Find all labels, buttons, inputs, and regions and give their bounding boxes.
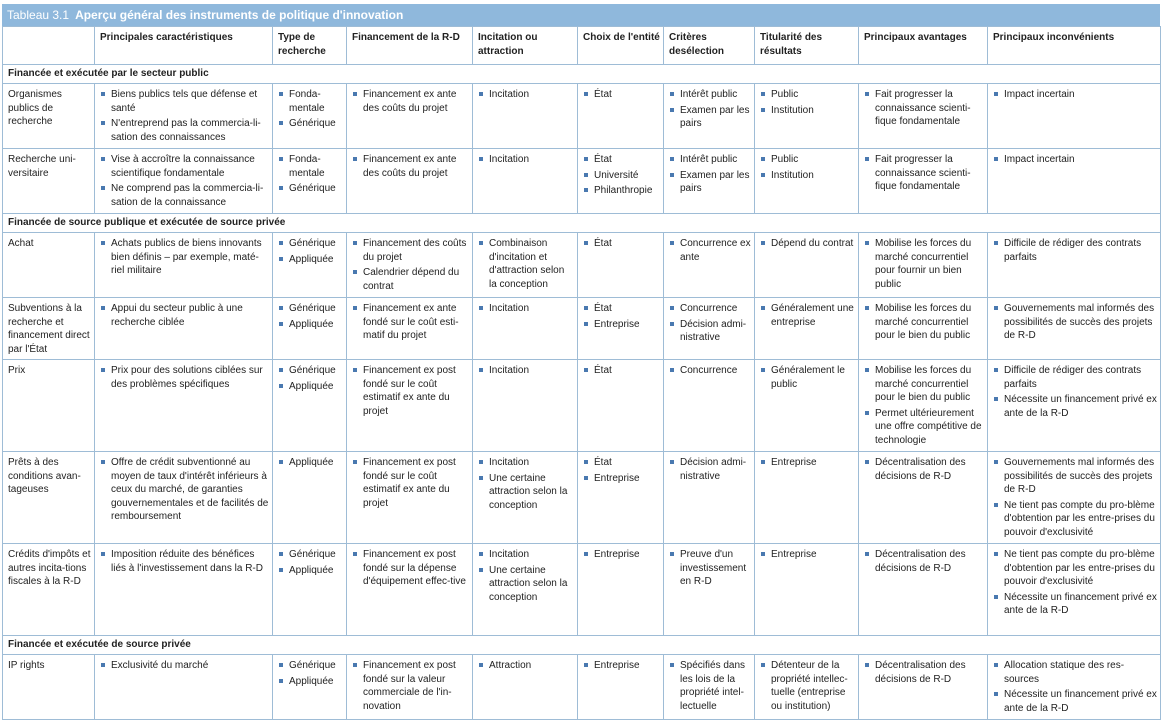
bullet-item: Achats publics de biens innovants bien définis – par exemple, maté-riel militaire xyxy=(100,237,269,278)
table-cell xyxy=(347,298,473,360)
bullet-item: Public xyxy=(760,153,855,167)
bullet-item: État xyxy=(583,153,660,167)
table-cell xyxy=(578,233,664,298)
bullet-item: Générique xyxy=(278,302,343,316)
bullet-item: Nécessite un financement privé ex ante de la R-D xyxy=(993,591,1157,618)
bullet-item: Mobilise les forces du marché concurrentiel pour fournir un bien public xyxy=(864,237,984,291)
bullet-list xyxy=(993,88,1157,102)
bullet-list xyxy=(352,364,469,418)
innovation-policy-table-figure xyxy=(2,4,1160,720)
table-cell xyxy=(664,84,755,149)
bullet-item: Entreprise xyxy=(583,548,660,562)
table-cell xyxy=(988,544,1161,636)
column-header: Principales caractéristiques xyxy=(95,27,273,65)
table-cell xyxy=(988,84,1161,149)
instrument-name: Crédits d'impôts et autres incita-tions fiscales à la R-D xyxy=(3,544,95,636)
bullet-list xyxy=(760,456,855,470)
bullet-item: Fonda-mentale xyxy=(278,88,343,115)
section-header-row xyxy=(3,214,1161,233)
bullet-item: Incitation xyxy=(478,302,574,316)
table-cell xyxy=(664,452,755,544)
bullet-item: Appliquée xyxy=(278,564,343,578)
bullet-item: Fonda-mentale xyxy=(278,153,343,180)
bullet-item: Ne comprend pas la commercia-li-sation de la connaissance xyxy=(100,182,269,209)
table-cell xyxy=(473,360,578,452)
bullet-item: État xyxy=(583,364,660,378)
bullet-item: Incitation xyxy=(478,364,574,378)
bullet-list xyxy=(760,364,855,391)
bullet-item: Nécessite un financement privé ex ante de la R-D xyxy=(993,393,1157,420)
bullet-list xyxy=(100,153,269,209)
bullet-item: Générique xyxy=(278,237,343,251)
table-cell xyxy=(988,452,1161,544)
bullet-item: Appliquée xyxy=(278,456,343,470)
table-cell xyxy=(988,298,1161,360)
bullet-list xyxy=(864,456,984,483)
bullet-item: Financement ex ante des coûts du projet xyxy=(352,153,469,180)
table-cell xyxy=(578,360,664,452)
bullet-item: Difficile de rédiger des contrats parfaits xyxy=(993,364,1157,391)
bullet-list xyxy=(100,659,269,673)
bullet-item: Financement ex post fondé sur le coût estimatif ex ante du projet xyxy=(352,364,469,418)
table-cell xyxy=(473,84,578,149)
bullet-list xyxy=(478,548,574,604)
bullet-item: Ne tient pas compte du pro-blème d'obtention par les entre-prises du pouvoir d'exclusivité xyxy=(993,499,1157,540)
bullet-item: Décision admi-nistrative xyxy=(669,456,751,483)
section-title: Financée de source publique et exécutée de source privée xyxy=(3,214,1161,233)
bullet-item: Financement ex post fondé sur la valeur commerciale de l'in-novation xyxy=(352,659,469,713)
bullet-list xyxy=(352,456,469,510)
column-header: Titularité des résultats xyxy=(755,27,859,65)
bullet-item: Entreprise xyxy=(583,318,660,332)
bullet-list xyxy=(583,153,660,198)
bullet-list xyxy=(352,153,469,180)
bullet-item: Institution xyxy=(760,104,855,118)
bullet-item: Difficile de rédiger des contrats parfaits xyxy=(993,237,1157,264)
table-row xyxy=(3,452,1161,544)
bullet-item: Incitation xyxy=(478,456,574,470)
table-row xyxy=(3,544,1161,636)
bullet-list xyxy=(583,88,660,102)
bullet-item: Mobilise les forces du marché concurrentiel pour le bien du public xyxy=(864,302,984,343)
table-cell xyxy=(347,149,473,214)
table-cell xyxy=(755,233,859,298)
bullet-item: Offre de crédit subventionné au moyen de taux d'intérêt inférieurs à ceux du marché, de garanties gouvernementales et de facilités de remboursement xyxy=(100,456,269,524)
table-cell xyxy=(859,655,988,720)
table-cell xyxy=(578,84,664,149)
bullet-item: Intérêt public xyxy=(669,153,751,167)
bullet-list xyxy=(278,88,343,131)
bullet-list xyxy=(100,237,269,278)
bullet-list xyxy=(478,237,574,291)
bullet-item: Biens publics tels que défense et santé xyxy=(100,88,269,115)
table-row xyxy=(3,298,1161,360)
bullet-item: Impact incertain xyxy=(993,153,1157,167)
bullet-item: Imposition réduite des bénéfices liés à l'investissement dans la R-D xyxy=(100,548,269,575)
table-cell xyxy=(755,149,859,214)
table-body xyxy=(3,65,1161,720)
bullet-item: Examen par les pairs xyxy=(669,104,751,131)
bullet-item: Financement des coûts du projet xyxy=(352,237,469,264)
bullet-item: Décentralisation des décisions de R-D xyxy=(864,548,984,575)
bullet-item: Financement ex ante fondé sur le coût esti-matif du projet xyxy=(352,302,469,343)
bullet-list xyxy=(864,659,984,686)
table-row xyxy=(3,84,1161,149)
table-cell xyxy=(859,452,988,544)
table-cell xyxy=(95,655,273,720)
column-header: Critères desélection xyxy=(664,27,755,65)
table-cell xyxy=(578,544,664,636)
bullet-item: Concurrence xyxy=(669,364,751,378)
table-cell xyxy=(473,452,578,544)
table-cell xyxy=(755,544,859,636)
column-header: Incitation ou attraction xyxy=(473,27,578,65)
table-cell xyxy=(95,233,273,298)
instrument-name: Organismes publics de recherche xyxy=(3,84,95,149)
bullet-list xyxy=(278,302,343,331)
bullet-list xyxy=(669,364,751,378)
column-header: Financement de la R-D xyxy=(347,27,473,65)
bullet-item: Financement ex post fondé sur le coût estimatif ex ante du projet xyxy=(352,456,469,510)
bullet-item: N'entreprend pas la commercia-li-sation des connaissances xyxy=(100,117,269,144)
table-cell xyxy=(664,655,755,720)
bullet-item: État xyxy=(583,237,660,251)
table-cell xyxy=(347,360,473,452)
bullet-list xyxy=(278,548,343,577)
table-cell xyxy=(988,233,1161,298)
bullet-list xyxy=(352,548,469,589)
bullet-list xyxy=(669,153,751,196)
table-cell xyxy=(95,544,273,636)
section-title: Financée et exécutée par le secteur public xyxy=(3,65,1161,84)
bullet-item: Appui du secteur public à une recherche ciblée xyxy=(100,302,269,329)
table-cell xyxy=(755,84,859,149)
bullet-item: Décision admi-nistrative xyxy=(669,318,751,345)
table-cell xyxy=(473,233,578,298)
bullet-list xyxy=(278,659,343,688)
bullet-item: Décentralisation des décisions de R-D xyxy=(864,456,984,483)
bullet-item: Fait progresser la connaissance scienti-fique fondamentale xyxy=(864,88,984,129)
bullet-list xyxy=(478,659,574,673)
bullet-item: Incitation xyxy=(478,88,574,102)
bullet-item: Intérêt public xyxy=(669,88,751,102)
bullet-list xyxy=(583,237,660,251)
bullet-item: Entreprise xyxy=(760,456,855,470)
table-cell xyxy=(664,544,755,636)
bullet-item: État xyxy=(583,88,660,102)
table-cell xyxy=(273,84,347,149)
bullet-list xyxy=(583,364,660,378)
instrument-name: Prêts à des conditions avan-tageuses xyxy=(3,452,95,544)
column-header xyxy=(3,27,95,65)
table-cell xyxy=(347,452,473,544)
bullet-list xyxy=(669,548,751,589)
bullet-item: Calendrier dépend du contrat xyxy=(352,266,469,293)
table-cell xyxy=(347,84,473,149)
bullet-list xyxy=(864,548,984,575)
column-header: Principaux avantages xyxy=(859,27,988,65)
bullet-list xyxy=(993,456,1157,539)
bullet-item: Générique xyxy=(278,548,343,562)
bullet-list xyxy=(864,302,984,343)
bullet-item: Concurrence xyxy=(669,302,751,316)
bullet-list xyxy=(583,659,660,673)
bullet-list xyxy=(352,237,469,293)
bullet-item: Allocation statique des res-sources xyxy=(993,659,1157,686)
bullet-item: Université xyxy=(583,169,660,183)
table-cell xyxy=(473,298,578,360)
table-cell xyxy=(347,233,473,298)
bullet-list xyxy=(864,88,984,129)
table-title: Aperçu général des instruments de politique d'innovation xyxy=(75,8,404,22)
instrument-name: Subventions à la recherche et financement direct par l'État xyxy=(3,298,95,360)
instrument-name: Achat xyxy=(3,233,95,298)
bullet-item: Fait progresser la connaissance scienti-fique fondamentale xyxy=(864,153,984,194)
bullet-item: Appliquée xyxy=(278,675,343,689)
bullet-list xyxy=(669,302,751,345)
table-cell xyxy=(273,452,347,544)
bullet-list xyxy=(583,456,660,485)
bullet-list xyxy=(478,88,574,102)
bullet-item: Incitation xyxy=(478,548,574,562)
bullet-list xyxy=(478,153,574,167)
table-cell xyxy=(95,149,273,214)
bullet-item: Impact incertain xyxy=(993,88,1157,102)
bullet-list xyxy=(669,456,751,483)
table-cell xyxy=(859,298,988,360)
bullet-item: Générique xyxy=(278,364,343,378)
bullet-list xyxy=(760,302,855,329)
bullet-list xyxy=(100,364,269,391)
bullet-list xyxy=(864,153,984,194)
bullet-item: Spécifiés dans les lois de la propriété intel-lectuelle xyxy=(669,659,751,713)
bullet-item: Décentralisation des décisions de R-D xyxy=(864,659,984,686)
table-row xyxy=(3,655,1161,720)
bullet-item: Financement ex ante des coûts du projet xyxy=(352,88,469,115)
bullet-list xyxy=(352,659,469,713)
bullet-list xyxy=(278,456,343,470)
bullet-item: Concurrence ex ante xyxy=(669,237,751,264)
table-cell xyxy=(664,298,755,360)
table-row xyxy=(3,360,1161,452)
bullet-list xyxy=(352,88,469,115)
bullet-list xyxy=(100,302,269,329)
table-cell xyxy=(347,544,473,636)
bullet-list xyxy=(993,659,1157,715)
bullet-list xyxy=(760,659,855,713)
bullet-list xyxy=(352,302,469,343)
bullet-item: Détenteur de la propriété intellec-tuelle (entreprise ou institution) xyxy=(760,659,855,713)
bullet-item: Combinaison d'incitation et d'attraction selon la conception xyxy=(478,237,574,291)
bullet-item: Générique xyxy=(278,182,343,196)
table-cell xyxy=(473,149,578,214)
bullet-list xyxy=(278,153,343,196)
bullet-item: Vise à accroître la connaissance scientifique fondamentale xyxy=(100,153,269,180)
instrument-name: IP rights xyxy=(3,655,95,720)
bullet-list xyxy=(100,88,269,144)
table-cell xyxy=(755,298,859,360)
table-cell xyxy=(95,298,273,360)
section-header-row xyxy=(3,65,1161,84)
table-cell xyxy=(988,360,1161,452)
bullet-item: Appliquée xyxy=(278,318,343,332)
table-cell xyxy=(664,360,755,452)
table-cell xyxy=(859,544,988,636)
bullet-list xyxy=(478,364,574,378)
column-header: Type de recherche xyxy=(273,27,347,65)
table-cell xyxy=(95,452,273,544)
bullet-item: État xyxy=(583,456,660,470)
instrument-name: Recherche uni-versitaire xyxy=(3,149,95,214)
table-cell xyxy=(273,298,347,360)
section-title: Financée et exécutée de source privée xyxy=(3,636,1161,655)
table-cell xyxy=(578,655,664,720)
bullet-list xyxy=(993,237,1157,264)
bullet-list xyxy=(993,364,1157,420)
bullet-list xyxy=(760,548,855,562)
table-cell xyxy=(755,360,859,452)
bullet-item: Public xyxy=(760,88,855,102)
table-row xyxy=(3,149,1161,214)
bullet-item: Examen par les pairs xyxy=(669,169,751,196)
instrument-name: Prix xyxy=(3,360,95,452)
table-cell xyxy=(578,452,664,544)
table-cell xyxy=(988,149,1161,214)
table-cell xyxy=(755,655,859,720)
bullet-item: Généralement le public xyxy=(760,364,855,391)
section-header-row xyxy=(3,636,1161,655)
bullet-list xyxy=(278,364,343,393)
column-header: Principaux inconvénients xyxy=(988,27,1161,65)
bullet-list xyxy=(760,153,855,182)
table-cell xyxy=(859,84,988,149)
bullet-list xyxy=(993,548,1157,618)
bullet-item: Attraction xyxy=(478,659,574,673)
table-cell xyxy=(273,360,347,452)
bullet-item: Appliquée xyxy=(278,380,343,394)
bullet-list xyxy=(669,237,751,264)
bullet-list xyxy=(669,88,751,131)
bullet-list xyxy=(583,302,660,331)
bullet-list xyxy=(669,659,751,713)
bullet-item: Entreprise xyxy=(760,548,855,562)
bullet-list xyxy=(864,364,984,447)
bullet-item: Générique xyxy=(278,117,343,131)
bullet-item: Philanthropie xyxy=(583,184,660,198)
table-cell xyxy=(859,149,988,214)
instruments-table xyxy=(2,26,1161,720)
bullet-list xyxy=(760,88,855,117)
bullet-list xyxy=(478,456,574,512)
column-header: Choix de l'entité xyxy=(578,27,664,65)
bullet-list xyxy=(478,302,574,316)
bullet-item: Appliquée xyxy=(278,253,343,267)
table-cell xyxy=(273,233,347,298)
table-cell xyxy=(473,544,578,636)
table-row xyxy=(3,233,1161,298)
bullet-item: Financement ex post fondé sur la dépense d'équipement effec-tive xyxy=(352,548,469,589)
header-row xyxy=(3,27,1161,65)
bullet-item: Dépend du contrat xyxy=(760,237,855,251)
bullet-list xyxy=(993,302,1157,343)
bullet-item: Gouvernements mal informés des possibilités de succès des projets de R-D xyxy=(993,302,1157,343)
bullet-item: Ne tient pas compte du pro-blème d'obtention par les entre-prises du pouvoir d'exclusivité xyxy=(993,548,1157,589)
bullet-list xyxy=(100,456,269,524)
bullet-item: Mobilise les forces du marché concurrentiel pour le bien du public xyxy=(864,364,984,405)
bullet-list xyxy=(583,548,660,562)
table-cell xyxy=(664,149,755,214)
bullet-item: Exclusivité du marché xyxy=(100,659,269,673)
table-cell xyxy=(859,360,988,452)
bullet-list xyxy=(278,237,343,266)
bullet-item: Prix pour des solutions ciblées sur des problèmes spécifiques xyxy=(100,364,269,391)
table-cell xyxy=(273,149,347,214)
table-cell xyxy=(473,655,578,720)
bullet-list xyxy=(864,237,984,291)
table-cell xyxy=(273,655,347,720)
table-cell xyxy=(273,544,347,636)
bullet-item: Permet ultérieurement une offre compétitive de technologie xyxy=(864,407,984,448)
table-number: Tableau 3.1 xyxy=(7,8,70,22)
bullet-item: Institution xyxy=(760,169,855,183)
table-cell xyxy=(859,233,988,298)
table-cell xyxy=(95,84,273,149)
bullet-item: État xyxy=(583,302,660,316)
bullet-item: Incitation xyxy=(478,153,574,167)
table-cell xyxy=(664,233,755,298)
bullet-item: Gouvernements mal informés des possibilités de succès des projets de R-D xyxy=(993,456,1157,497)
bullet-list xyxy=(993,153,1157,167)
bullet-item: Généralement une entreprise xyxy=(760,302,855,329)
table-cell xyxy=(95,360,273,452)
bullet-item: Une certaine attraction selon la conception xyxy=(478,564,574,605)
table-cell xyxy=(578,149,664,214)
bullet-item: Générique xyxy=(278,659,343,673)
table-cell xyxy=(988,655,1161,720)
table-cell xyxy=(347,655,473,720)
bullet-item: Une certaine attraction selon la conception xyxy=(478,472,574,513)
bullet-item: Nécessite un financement privé ex ante de la R-D xyxy=(993,688,1157,715)
bullet-item: Entreprise xyxy=(583,472,660,486)
bullet-item: Entreprise xyxy=(583,659,660,673)
table-cell xyxy=(755,452,859,544)
table-title-bar xyxy=(2,4,1160,26)
bullet-list xyxy=(100,548,269,575)
table-cell xyxy=(578,298,664,360)
bullet-item: Preuve d'un investissement en R-D xyxy=(669,548,751,589)
bullet-list xyxy=(760,237,855,251)
